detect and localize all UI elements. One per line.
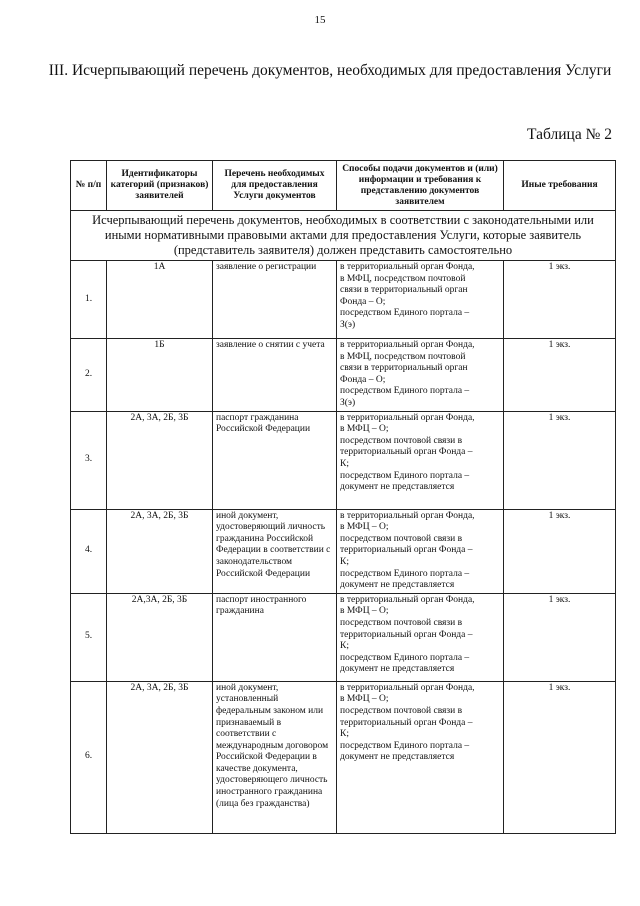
header-number: № п/п [71, 161, 107, 211]
row-methods [337, 411, 504, 509]
row-number: 3. [71, 411, 107, 509]
row-categories: 1А [107, 261, 213, 339]
method-line: посредством Единого портала – [340, 568, 470, 579]
header-methods: Способы подачи документов и (или) информации и требования к представлению документов заявителем [337, 161, 504, 211]
method-line: З(э) [340, 319, 356, 330]
row-categories: 2А, 3А, 2Б, 3Б [107, 681, 213, 833]
method-line: посредством почтовой связи в [340, 533, 463, 544]
method-line: документ не представляется [340, 482, 455, 493]
method-line: территориальный орган Фонда – [340, 629, 473, 640]
row-methods [337, 261, 504, 339]
method-line: связи в территориальный орган [340, 363, 468, 374]
header-categories: Идентификаторы категорий (признаков) заявителей [107, 161, 213, 211]
row-categories: 1Б [107, 339, 213, 412]
row-number: 1. [71, 261, 107, 339]
method-line: К; [340, 556, 349, 567]
method-line: документ не представляется [340, 664, 455, 675]
section-heading: III. Исчерпывающий перечень документов, необходимых для предоставления Услуги [48, 62, 612, 79]
row-requirements: 1 экз. [504, 593, 616, 681]
row-methods [337, 593, 504, 681]
row-document: паспорт иностранного гражданина [213, 593, 337, 681]
method-line: посредством Единого портала – [340, 740, 470, 751]
row-categories: 2А,3А, 2Б, 3Б [107, 593, 213, 681]
section-title-row [71, 211, 616, 261]
row-number: 6. [71, 681, 107, 833]
method-line: в МФЦ, посредством почтовой [340, 273, 466, 284]
table-row [71, 339, 616, 412]
method-line: посредством Единого портала – [340, 470, 470, 481]
method-line: посредством Единого портала – [340, 308, 470, 319]
method-line: в территориальный орган Фонда, [340, 510, 475, 521]
method-line: Фонда – О; [340, 296, 386, 307]
method-line: в МФЦ – О; [340, 424, 389, 435]
method-line: связи в территориальный орган [340, 285, 468, 296]
row-requirements: 1 экз. [504, 411, 616, 509]
row-methods [337, 339, 504, 412]
row-document: паспорт гражданина Российской Федерации [213, 411, 337, 509]
method-line: в территориальный орган Фонда, [340, 262, 475, 272]
row-requirements: 1 экз. [504, 339, 616, 412]
method-line: документ не представляется [340, 580, 455, 591]
method-line: посредством Единого портала – [340, 386, 470, 397]
method-line: посредством Единого портала – [340, 652, 470, 663]
row-methods [337, 681, 504, 833]
method-line: посредством почтовой связи в [340, 617, 463, 628]
row-number: 2. [71, 339, 107, 412]
table-row [71, 411, 616, 509]
row-number: 5. [71, 593, 107, 681]
method-line: территориальный орган Фонда – [340, 717, 473, 728]
method-line: К; [340, 729, 349, 740]
row-requirements: 1 экз. [504, 261, 616, 339]
method-line: в территориальный орган Фонда, [340, 682, 475, 693]
section-title: Исчерпывающий перечень документов, необходимых в соответствии с законодательными или иными нормативными правовыми актами для предоставления Услуги, которые заявитель (представитель заявителя) должен представить самостоятельно [71, 211, 616, 261]
method-line: территориальный орган Фонда – [340, 447, 473, 458]
row-categories: 2А, 3А, 2Б, 3Б [107, 411, 213, 509]
table-header-row [71, 161, 616, 211]
row-requirements: 1 экз. [504, 681, 616, 833]
row-document: заявление о регистрации [213, 261, 337, 339]
method-line: в территориальный орган Фонда, [340, 594, 475, 605]
row-number: 4. [71, 509, 107, 593]
method-line: в МФЦ – О; [340, 694, 389, 705]
method-line: Фонда – О; [340, 374, 386, 385]
page-number: 15 [314, 14, 326, 26]
row-document: иной документ, установленный федеральным законом или признаваемый в соответствии с международным договором Российской Федерации в качестве документа, удостоверяющего личность иностранного гражданина (лица без гражданства) [213, 681, 337, 833]
method-line: в территориальный орган Фонда, [340, 412, 475, 423]
row-methods [337, 509, 504, 593]
method-line: в МФЦ – О; [340, 606, 389, 617]
method-line: посредством почтовой связи в [340, 705, 463, 716]
table-label: Таблица № 2 [527, 126, 612, 143]
documents-table [70, 160, 616, 834]
method-line: документ не представляется [340, 752, 455, 763]
header-requirements: Иные требования [504, 161, 616, 211]
row-categories: 2А, 3А, 2Б, 3Б [107, 509, 213, 593]
method-line: территориальный орган Фонда – [340, 545, 473, 556]
method-line: К; [340, 641, 349, 652]
header-documents: Перечень необходимых для предоставления Услуги документов [213, 161, 337, 211]
method-line: посредством почтовой связи в [340, 435, 463, 446]
method-line: в МФЦ, посредством почтовой [340, 351, 466, 362]
row-requirements: 1 экз. [504, 509, 616, 593]
row-document: заявление о снятии с учета [213, 339, 337, 412]
table-row [71, 261, 616, 339]
table-row [71, 593, 616, 681]
row-document: иной документ, удостоверяющий личность гражданина Российской Федерации в соответствии с законодательством Российской Федерации [213, 509, 337, 593]
method-line: в территориальный орган Фонда, [340, 340, 475, 350]
method-line: К; [340, 458, 349, 469]
method-line: в МФЦ – О; [340, 522, 389, 533]
method-line: З(э) [340, 397, 356, 408]
table-row [71, 509, 616, 593]
table-row [71, 681, 616, 833]
